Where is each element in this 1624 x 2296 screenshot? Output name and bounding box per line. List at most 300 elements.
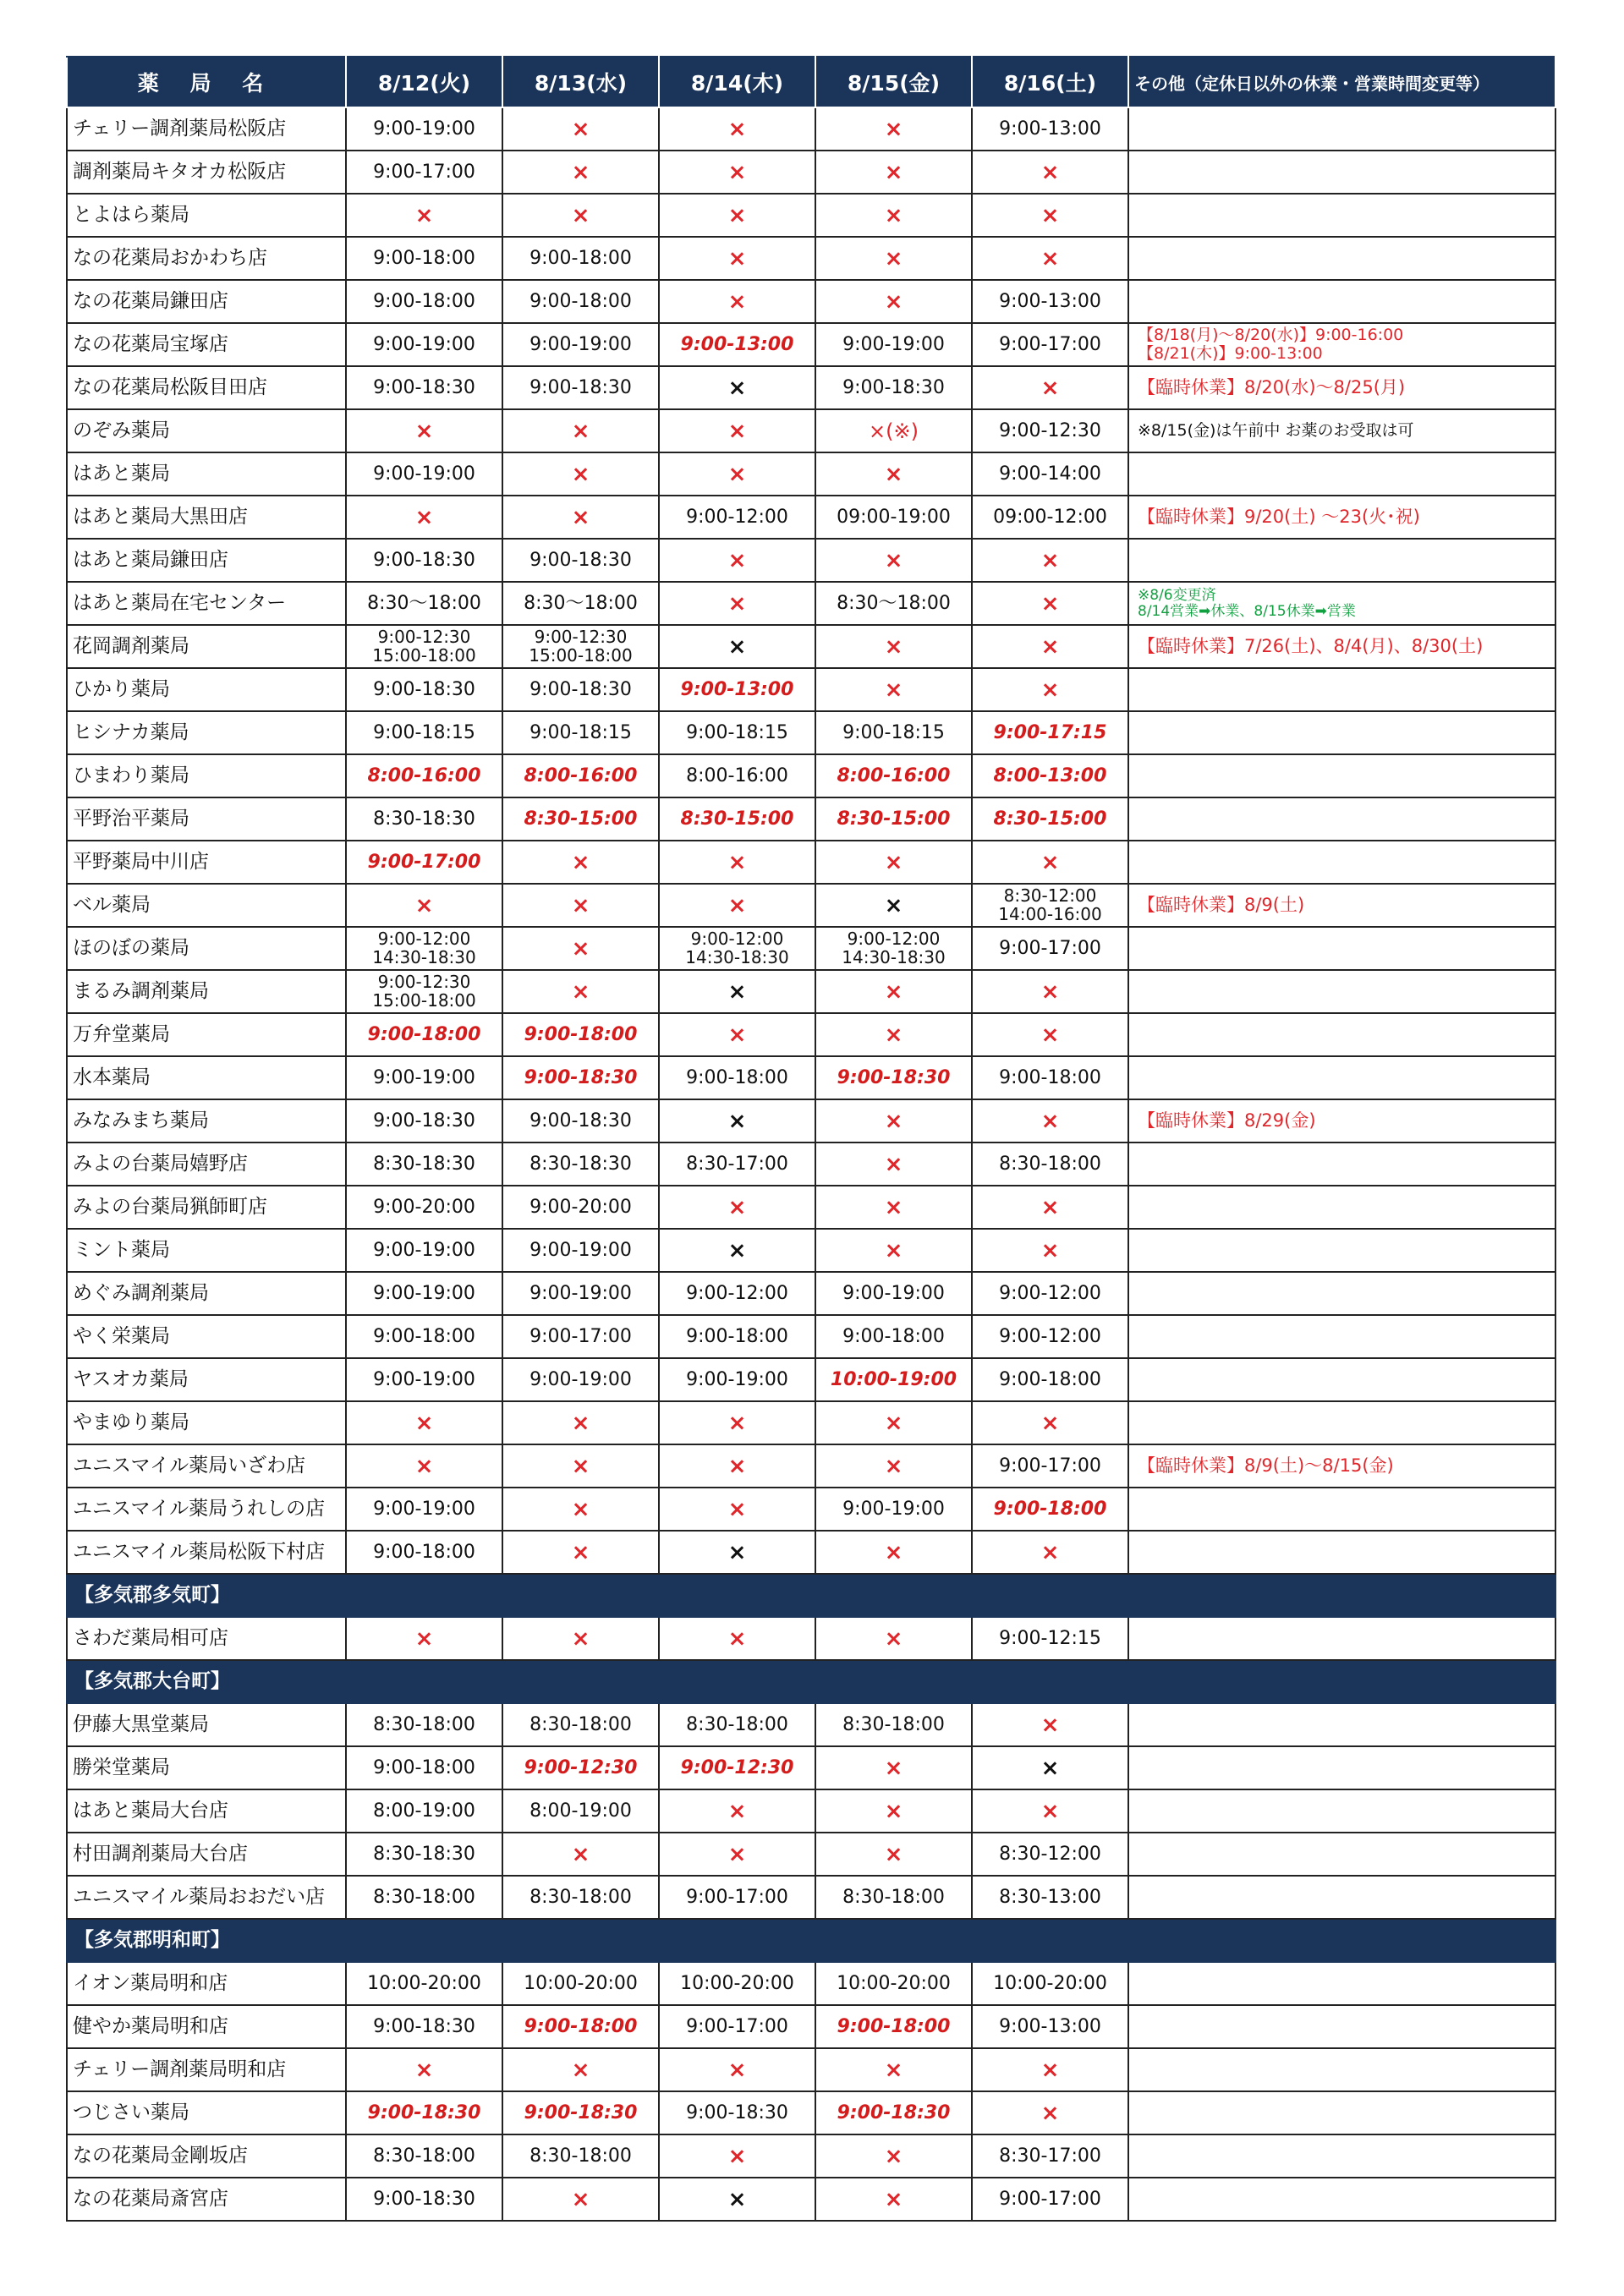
pharmacy-name: 村田調剤薬局大台店 bbox=[67, 1833, 346, 1876]
closed-mark: × bbox=[815, 970, 972, 1013]
hours-cell-day-2: 8:30-18:30 bbox=[502, 1143, 659, 1186]
closed-mark: × bbox=[972, 1013, 1128, 1056]
closed-mark: × bbox=[346, 2048, 502, 2091]
table-row bbox=[67, 539, 1555, 582]
other-note bbox=[1128, 711, 1555, 754]
hours-cell-day-5: 9:00-12:00 bbox=[972, 1272, 1128, 1315]
hours-line: 9:00-12:30 bbox=[377, 971, 471, 992]
closed-mark: × bbox=[972, 1531, 1128, 1574]
hours-cell-day-1: 9:00-18:30 bbox=[346, 366, 502, 409]
header-day-2: 8/13(水) bbox=[502, 57, 659, 107]
closed-mark: × bbox=[972, 194, 1128, 237]
closed-mark: × bbox=[815, 1013, 972, 1056]
closed-mark: × bbox=[659, 2048, 815, 2091]
other-note bbox=[1128, 1531, 1555, 1574]
pharmacy-name: 調剤薬局キタオカ松阪店 bbox=[67, 151, 346, 194]
header-row bbox=[67, 57, 1555, 107]
table-row bbox=[67, 1099, 1555, 1143]
table-row bbox=[67, 1789, 1555, 1833]
hours-cell-day-1: 9:00-17:00 bbox=[346, 151, 502, 194]
other-note bbox=[1128, 1488, 1555, 1531]
hours-cell-day-1: 9:00-18:30 bbox=[346, 2178, 502, 2221]
hours-cell-day-2: 8:00-19:00 bbox=[502, 1789, 659, 1833]
other-note bbox=[1128, 754, 1555, 797]
hours-cell-day-1: 9:00-19:00 bbox=[346, 1358, 502, 1401]
closed-mark: × bbox=[972, 366, 1128, 409]
closed-mark: × bbox=[346, 1444, 502, 1488]
hours-cell-day-2: 9:00-18:00 bbox=[502, 280, 659, 323]
hours-cell-day-2: 9:00-19:00 bbox=[502, 1358, 659, 1401]
pharmacy-name: のぞみ薬局 bbox=[67, 409, 346, 452]
hours-cell-day-3: 9:00-12:30 bbox=[659, 1746, 815, 1789]
hours-cell-day-3: 10:00-20:00 bbox=[659, 1962, 815, 2005]
closed-mark: × bbox=[815, 625, 972, 668]
pharmacy-name: 伊藤大黒堂薬局 bbox=[67, 1703, 346, 1746]
closed-mark: × bbox=[346, 496, 502, 539]
hours-line: 9:00-12:00 bbox=[690, 928, 784, 949]
table-row bbox=[67, 625, 1555, 668]
hours-cell-day-1: 8:30-18:30 bbox=[346, 797, 502, 841]
closed-mark: × bbox=[502, 496, 659, 539]
pharmacy-name: 平野治平薬局 bbox=[67, 797, 346, 841]
closed-mark: × bbox=[972, 1401, 1128, 1444]
table-row bbox=[67, 1488, 1555, 1531]
closed-mark: × bbox=[972, 625, 1128, 668]
closed-mark: × bbox=[815, 237, 972, 280]
region-row bbox=[67, 1660, 1555, 1703]
hours-cell-day-3: 9:00-18:15 bbox=[659, 711, 815, 754]
hours-cell-day-1: 8:30～18:00 bbox=[346, 582, 502, 625]
closed-mark: × bbox=[815, 1143, 972, 1186]
hours-cell-day-1: 9:00-18:30 bbox=[346, 2005, 502, 2048]
closed-mark: × bbox=[659, 2178, 815, 2221]
other-note bbox=[1128, 237, 1555, 280]
closed-mark: × bbox=[502, 841, 659, 884]
table-row bbox=[67, 1617, 1555, 1660]
other-note bbox=[1128, 1401, 1555, 1444]
pharmacy-name: ミント薬局 bbox=[67, 1229, 346, 1272]
table-row bbox=[67, 409, 1555, 452]
pharmacy-name: 勝栄堂薬局 bbox=[67, 1746, 346, 1789]
closed-mark: × bbox=[972, 1229, 1128, 1272]
hours-cell-day-5 bbox=[972, 884, 1128, 927]
closed-mark: × bbox=[815, 841, 972, 884]
header-day-5: 8/16(土) bbox=[972, 57, 1128, 107]
note-line: 【8/21(木)】9:00-13:00 bbox=[1138, 343, 1323, 363]
hours-cell-day-5: 9:00-17:00 bbox=[972, 1444, 1128, 1488]
closed-mark: × bbox=[659, 237, 815, 280]
closed-mark: × bbox=[815, 280, 972, 323]
table-row bbox=[67, 2134, 1555, 2178]
hours-cell-day-5: 8:00-13:00 bbox=[972, 754, 1128, 797]
hours-cell-day-5: 8:30-12:00 bbox=[972, 1833, 1128, 1876]
hours-cell-day-2: 9:00-18:00 bbox=[502, 1013, 659, 1056]
header-day-4: 8/15(金) bbox=[815, 57, 972, 107]
other-note: 【臨時休業】7/26(土)、8/4(月)、8/30(土) bbox=[1128, 625, 1555, 668]
hours-line: 14:00-16:00 bbox=[998, 903, 1102, 924]
table-row bbox=[67, 1229, 1555, 1272]
other-note bbox=[1128, 452, 1555, 496]
hours-cell-day-1: 9:00-18:00 bbox=[346, 1013, 502, 1056]
table-row bbox=[67, 582, 1555, 625]
pharmacy-name: まるみ調剤薬局 bbox=[67, 970, 346, 1013]
hours-cell-day-3 bbox=[659, 927, 815, 970]
pharmacy-name: なの花薬局松阪目田店 bbox=[67, 366, 346, 409]
table-row bbox=[67, 496, 1555, 539]
hours-cell-day-5: 9:00-13:00 bbox=[972, 2005, 1128, 2048]
hours-cell-day-5: 9:00-17:00 bbox=[972, 2178, 1128, 2221]
hours-cell-day-5: 9:00-18:00 bbox=[972, 1056, 1128, 1099]
closed-mark: × bbox=[659, 151, 815, 194]
other-note bbox=[1128, 582, 1555, 625]
table-row bbox=[67, 841, 1555, 884]
pharmacy-name: なの花薬局鎌田店 bbox=[67, 280, 346, 323]
table-row bbox=[67, 1531, 1555, 1574]
hours-cell-day-4: 8:00-16:00 bbox=[815, 754, 972, 797]
closed-mark: × bbox=[815, 1531, 972, 1574]
closed-mark: × bbox=[502, 970, 659, 1013]
closed-mark: × bbox=[502, 194, 659, 237]
note-line: ※8/6変更済 bbox=[1138, 586, 1216, 604]
hours-cell-day-1: 10:00-20:00 bbox=[346, 1962, 502, 2005]
hours-cell-day-4: 9:00-19:00 bbox=[815, 1272, 972, 1315]
closed-mark: × bbox=[659, 280, 815, 323]
closed-mark: × bbox=[502, 2048, 659, 2091]
closed-mark: × bbox=[815, 107, 972, 151]
table-row bbox=[67, 927, 1555, 970]
pharmacy-name: ユニスマイル薬局おおだい店 bbox=[67, 1876, 346, 1919]
closed-mark: × bbox=[659, 1833, 815, 1876]
table-row bbox=[67, 1703, 1555, 1746]
table-row bbox=[67, 151, 1555, 194]
hours-cell-day-3: 8:00-16:00 bbox=[659, 754, 815, 797]
hours-cell-day-5: 09:00-12:00 bbox=[972, 496, 1128, 539]
hours-cell-day-5: 9:00-14:00 bbox=[972, 452, 1128, 496]
closed-mark: × bbox=[659, 539, 815, 582]
closed-mark: × bbox=[815, 2134, 972, 2178]
other-note: 【臨時休業】8/9(土) bbox=[1128, 884, 1555, 927]
pharmacy-name: チェリー調剤薬局明和店 bbox=[67, 2048, 346, 2091]
hours-line: 15:00-18:00 bbox=[372, 989, 476, 1011]
other-note bbox=[1128, 797, 1555, 841]
hours-cell-day-4: 9:00-18:00 bbox=[815, 2005, 972, 2048]
closed-mark: × bbox=[659, 366, 815, 409]
hours-cell-day-4: 8:30-18:00 bbox=[815, 1876, 972, 1919]
table-row bbox=[67, 1746, 1555, 1789]
hours-cell-day-1: 9:00-18:00 bbox=[346, 1315, 502, 1358]
hours-cell-day-5: 9:00-18:00 bbox=[972, 1488, 1128, 1531]
other-note bbox=[1128, 1272, 1555, 1315]
hours-cell-day-2: 9:00-19:00 bbox=[502, 1272, 659, 1315]
closed-mark: × bbox=[502, 927, 659, 970]
hours-cell-day-2: 9:00-19:00 bbox=[502, 1229, 659, 1272]
closed-mark: × bbox=[502, 1444, 659, 1488]
hours-cell-day-5: 8:30-17:00 bbox=[972, 2134, 1128, 2178]
hours-cell-day-4: 9:00-18:15 bbox=[815, 711, 972, 754]
schedule-body bbox=[67, 107, 1555, 2221]
hours-cell-day-3: 8:30-15:00 bbox=[659, 797, 815, 841]
closed-mark: × bbox=[815, 1186, 972, 1229]
other-note bbox=[1128, 1703, 1555, 1746]
region-row bbox=[67, 1574, 1555, 1617]
hours-cell-day-5: 9:00-13:00 bbox=[972, 280, 1128, 323]
other-note bbox=[1128, 1056, 1555, 1099]
hours-cell-day-3: 9:00-18:00 bbox=[659, 1315, 815, 1358]
hours-line: 9:00-12:00 bbox=[847, 928, 941, 949]
hours-cell-day-3: 9:00-12:00 bbox=[659, 1272, 815, 1315]
hours-cell-day-1: 9:00-17:00 bbox=[346, 841, 502, 884]
other-note bbox=[1128, 2178, 1555, 2221]
hours-cell-day-2: 9:00-18:30 bbox=[502, 539, 659, 582]
table-row bbox=[67, 323, 1555, 366]
hours-cell-day-5: 9:00-12:00 bbox=[972, 1315, 1128, 1358]
hours-cell-day-1: 9:00-18:30 bbox=[346, 2091, 502, 2134]
region-label: 【多気郡明和町】 bbox=[67, 1919, 1555, 1962]
pharmacy-name: チェリー調剤薬局松阪店 bbox=[67, 107, 346, 151]
other-note: ※8/15(金)は午前中 お薬のお受取は可 bbox=[1128, 409, 1555, 452]
hours-cell-day-2: 9:00-20:00 bbox=[502, 1186, 659, 1229]
closed-mark: × bbox=[972, 970, 1128, 1013]
other-note bbox=[1128, 1013, 1555, 1056]
table-row bbox=[67, 1186, 1555, 1229]
pharmacy-name: 花岡調剤薬局 bbox=[67, 625, 346, 668]
closed-mark: × bbox=[502, 1833, 659, 1876]
hours-cell-day-1: 9:00-18:00 bbox=[346, 1746, 502, 1789]
hours-cell-day-4: 9:00-18:30 bbox=[815, 1056, 972, 1099]
hours-cell-day-5: 10:00-20:00 bbox=[972, 1962, 1128, 2005]
table-row bbox=[67, 754, 1555, 797]
table-row bbox=[67, 237, 1555, 280]
table-row bbox=[67, 1833, 1555, 1876]
hours-cell-day-5: 9:00-17:00 bbox=[972, 323, 1128, 366]
closed-mark: × bbox=[659, 1531, 815, 1574]
closed-mark: × bbox=[815, 668, 972, 711]
hours-cell-day-3: 9:00-18:00 bbox=[659, 1056, 815, 1099]
closed-mark: × bbox=[659, 1444, 815, 1488]
table-row bbox=[67, 1876, 1555, 1919]
other-note bbox=[1128, 2048, 1555, 2091]
other-note bbox=[1128, 2005, 1555, 2048]
closed-mark: × bbox=[346, 1401, 502, 1444]
hours-cell-day-1: 9:00-19:00 bbox=[346, 1229, 502, 1272]
pharmacy-name: 健やか薬局明和店 bbox=[67, 2005, 346, 2048]
hours-cell-day-2: 8:00-16:00 bbox=[502, 754, 659, 797]
note-line: 【8/18(月)～8/20(水)】9:00-16:00 bbox=[1138, 325, 1404, 344]
pharmacy-name: なの花薬局斎宮店 bbox=[67, 2178, 346, 2221]
hours-line: 15:00-18:00 bbox=[529, 644, 633, 666]
pharmacy-name: はあと薬局鎌田店 bbox=[67, 539, 346, 582]
closed-mark: × bbox=[972, 237, 1128, 280]
header-pharmacy-name: 薬 局 名 bbox=[67, 57, 346, 107]
pharmacy-name: みよの台薬局猟師町店 bbox=[67, 1186, 346, 1229]
hours-cell-day-1: 8:30-18:30 bbox=[346, 1833, 502, 1876]
other-note: 【臨時休業】9/20(土) ～23(火･祝) bbox=[1128, 496, 1555, 539]
closed-mark: × bbox=[972, 582, 1128, 625]
hours-cell-day-2: 8:30～18:00 bbox=[502, 582, 659, 625]
closed-mark: × bbox=[972, 2048, 1128, 2091]
other-note: 【臨時休業】8/9(土)～8/15(金) bbox=[1128, 1444, 1555, 1488]
pharmacy-schedule-sheet bbox=[66, 56, 1555, 2222]
hours-cell-day-4: 10:00-20:00 bbox=[815, 1962, 972, 2005]
hours-line: 9:00-12:30 bbox=[534, 626, 628, 647]
other-note bbox=[1128, 1186, 1555, 1229]
hours-cell-day-2: 8:30-15:00 bbox=[502, 797, 659, 841]
pharmacy-name: やく栄薬局 bbox=[67, 1315, 346, 1358]
closed-mark: × bbox=[815, 1789, 972, 1833]
table-row bbox=[67, 1444, 1555, 1488]
table-row bbox=[67, 194, 1555, 237]
closed-mark: × bbox=[815, 884, 972, 927]
hours-cell-day-2: 9:00-19:00 bbox=[502, 323, 659, 366]
closed-mark-note: ×(※) bbox=[815, 409, 972, 452]
other-note bbox=[1128, 1962, 1555, 2005]
pharmacy-name: なの花薬局おかわち店 bbox=[67, 237, 346, 280]
hours-cell-day-2 bbox=[502, 625, 659, 668]
closed-mark: × bbox=[815, 2048, 972, 2091]
closed-mark: × bbox=[659, 582, 815, 625]
hours-cell-day-4: 9:00-19:00 bbox=[815, 1488, 972, 1531]
closed-mark: × bbox=[815, 452, 972, 496]
closed-mark: × bbox=[502, 1531, 659, 1574]
closed-mark: × bbox=[659, 1488, 815, 1531]
hours-cell-day-2: 9:00-18:00 bbox=[502, 237, 659, 280]
table-row bbox=[67, 1013, 1555, 1056]
pharmacy-name: イオン薬局明和店 bbox=[67, 1962, 346, 2005]
closed-mark: × bbox=[815, 1229, 972, 1272]
hours-line: 9:00-12:00 bbox=[377, 928, 471, 949]
hours-cell-day-2: 9:00-12:30 bbox=[502, 1746, 659, 1789]
hours-cell-day-2: 8:30-18:00 bbox=[502, 1876, 659, 1919]
closed-mark: × bbox=[659, 841, 815, 884]
pharmacy-name: ユニスマイル薬局松阪下村店 bbox=[67, 1531, 346, 1574]
closed-mark: × bbox=[502, 884, 659, 927]
closed-mark: × bbox=[659, 884, 815, 927]
table-row bbox=[67, 1056, 1555, 1099]
hours-cell-day-2: 10:00-20:00 bbox=[502, 1962, 659, 2005]
table-row bbox=[67, 2048, 1555, 2091]
hours-line: 14:30-18:30 bbox=[372, 946, 476, 967]
hours-cell-day-5: 8:30-18:00 bbox=[972, 1143, 1128, 1186]
closed-mark: × bbox=[815, 1099, 972, 1143]
closed-mark: × bbox=[659, 409, 815, 452]
table-row bbox=[67, 1962, 1555, 2005]
hours-cell-day-1: 9:00-19:00 bbox=[346, 1488, 502, 1531]
other-note bbox=[1128, 539, 1555, 582]
table-row bbox=[67, 970, 1555, 1013]
other-note bbox=[1128, 2134, 1555, 2178]
hours-cell-day-4: 8:30-15:00 bbox=[815, 797, 972, 841]
pharmacy-name: ほのぼの薬局 bbox=[67, 927, 346, 970]
closed-mark: × bbox=[815, 539, 972, 582]
closed-mark: × bbox=[972, 1746, 1128, 1789]
closed-mark: × bbox=[346, 194, 502, 237]
other-note: 【臨時休業】8/20(水)～8/25(月) bbox=[1128, 366, 1555, 409]
hours-cell-day-4: 9:00-19:00 bbox=[815, 323, 972, 366]
other-note bbox=[1128, 1143, 1555, 1186]
closed-mark: × bbox=[659, 194, 815, 237]
closed-mark: × bbox=[972, 1703, 1128, 1746]
closed-mark: × bbox=[815, 1746, 972, 1789]
hours-cell-day-1: 8:30-18:00 bbox=[346, 2134, 502, 2178]
pharmacy-name: みなみまち薬局 bbox=[67, 1099, 346, 1143]
closed-mark: × bbox=[815, 151, 972, 194]
pharmacy-name: 平野薬局中川店 bbox=[67, 841, 346, 884]
hours-cell-day-1: 8:00-16:00 bbox=[346, 754, 502, 797]
hours-cell-day-2: 8:30-18:00 bbox=[502, 1703, 659, 1746]
closed-mark: × bbox=[502, 1401, 659, 1444]
pharmacy-name: なの花薬局宝塚店 bbox=[67, 323, 346, 366]
hours-cell-day-4: 8:30-18:00 bbox=[815, 1703, 972, 1746]
closed-mark: × bbox=[659, 452, 815, 496]
hours-line: 14:30-18:30 bbox=[842, 946, 946, 967]
hours-cell-day-4: 09:00-19:00 bbox=[815, 496, 972, 539]
hours-cell-day-3: 9:00-13:00 bbox=[659, 668, 815, 711]
hours-cell-day-1: 8:00-19:00 bbox=[346, 1789, 502, 1833]
pharmacy-name: めぐみ調剤薬局 bbox=[67, 1272, 346, 1315]
hours-cell-day-3: 9:00-17:00 bbox=[659, 1876, 815, 1919]
pharmacy-name: さわだ薬局相可店 bbox=[67, 1617, 346, 1660]
table-row bbox=[67, 1401, 1555, 1444]
table-row bbox=[67, 280, 1555, 323]
hours-cell-day-5: 8:30-13:00 bbox=[972, 1876, 1128, 1919]
table-row bbox=[67, 1143, 1555, 1186]
hours-cell-day-1 bbox=[346, 970, 502, 1013]
closed-mark: × bbox=[815, 2178, 972, 2221]
closed-mark: × bbox=[502, 1488, 659, 1531]
hours-cell-day-5: 9:00-18:00 bbox=[972, 1358, 1128, 1401]
closed-mark: × bbox=[346, 409, 502, 452]
hours-cell-day-4: 9:00-18:30 bbox=[815, 2091, 972, 2134]
closed-mark: × bbox=[502, 151, 659, 194]
hours-cell-day-1 bbox=[346, 625, 502, 668]
hours-cell-day-3: 9:00-18:30 bbox=[659, 2091, 815, 2134]
hours-cell-day-3: 8:30-17:00 bbox=[659, 1143, 815, 1186]
other-note bbox=[1128, 927, 1555, 970]
hours-cell-day-3: 9:00-12:00 bbox=[659, 496, 815, 539]
closed-mark: × bbox=[972, 1789, 1128, 1833]
other-note bbox=[1128, 194, 1555, 237]
pharmacy-name: ヤスオカ薬局 bbox=[67, 1358, 346, 1401]
closed-mark: × bbox=[502, 452, 659, 496]
other-note bbox=[1128, 1789, 1555, 1833]
table-row bbox=[67, 1315, 1555, 1358]
closed-mark: × bbox=[659, 1229, 815, 1272]
closed-mark: × bbox=[815, 194, 972, 237]
table-row bbox=[67, 1358, 1555, 1401]
hours-cell-day-1: 8:30-18:30 bbox=[346, 1143, 502, 1186]
pharmacy-name: みよの台薬局嬉野店 bbox=[67, 1143, 346, 1186]
closed-mark: × bbox=[972, 151, 1128, 194]
closed-mark: × bbox=[815, 1444, 972, 1488]
hours-cell-day-1: 9:00-18:30 bbox=[346, 668, 502, 711]
region-label: 【多気郡多気町】 bbox=[67, 1574, 1555, 1617]
table-row bbox=[67, 797, 1555, 841]
pharmacy-name: 水本薬局 bbox=[67, 1056, 346, 1099]
hours-line: 15:00-18:00 bbox=[372, 644, 476, 666]
region-label: 【多気郡大台町】 bbox=[67, 1660, 1555, 1703]
pharmacy-name: ひまわり薬局 bbox=[67, 754, 346, 797]
hours-cell-day-1: 9:00-19:00 bbox=[346, 107, 502, 151]
pharmacy-name: 万弁堂薬局 bbox=[67, 1013, 346, 1056]
closed-mark: × bbox=[502, 1617, 659, 1660]
hours-cell-day-1: 9:00-18:30 bbox=[346, 1099, 502, 1143]
table-row bbox=[67, 2005, 1555, 2048]
hours-cell-day-2: 9:00-18:15 bbox=[502, 711, 659, 754]
pharmacy-name: ベル薬局 bbox=[67, 884, 346, 927]
pharmacy-name: ユニスマイル薬局うれしの店 bbox=[67, 1488, 346, 1531]
table-row bbox=[67, 668, 1555, 711]
hours-cell-day-5: 9:00-12:15 bbox=[972, 1617, 1128, 1660]
